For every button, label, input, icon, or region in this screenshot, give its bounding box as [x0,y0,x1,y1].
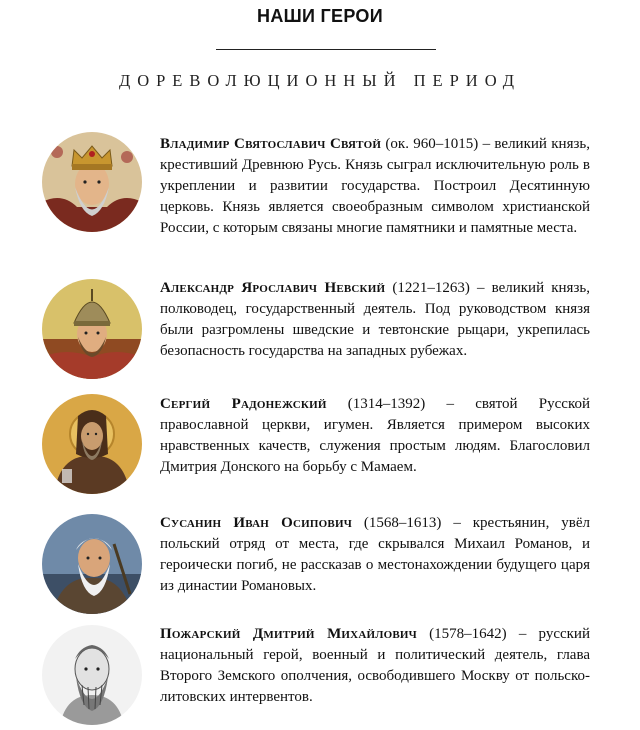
portrait-susanin [42,514,142,614]
bio-nevsky [160,278,590,362]
hero-dates: (1568–1613) – [352,515,473,531]
hero-description: великий князь, полководец, государственный деятель. Под руководством князя были разгромлены шведские и тевтонские рыцари, укрепилась безопасность государства на западных рубежах. [160,280,590,359]
hero-description: русский национальный герой, военный и политический деятель, глава Второго Земского ополчения, освободившего Москву от польско-литовских интервентов. [160,626,590,705]
page-title: НАШИ ГЕРОИ [257,6,383,26]
alexander-nevsky-portrait-icon [42,279,142,379]
bio-vladimir [160,134,590,239]
hero-name: Сергий Радонежский [160,396,327,412]
hero-name: Владимир Святославич Святой [160,136,382,152]
hero-dates: (1578–1642) – [416,626,539,642]
bio-pozharsky [160,624,590,708]
portrait-vladimir [42,132,142,232]
hero-name: Пожарский Дмитрий Михайлович [160,626,417,642]
hero-description: крестьянин, увёл польский отряд от места, где скрывался Михаил Романов, и героически погиб, не рассказав о местонахождении будущего царя из династии Романовых. [160,515,590,594]
pozharsky-engraving-portrait-icon [42,625,142,725]
sergius-radonezh-icon-portrait-icon [42,394,142,494]
ivan-susanin-portrait-icon [42,514,142,614]
title-underline [216,49,436,50]
section-subtitle: ДОРЕВОЛЮЦИОННЫЙ ПЕРИОД [118,71,522,90]
prince-vladimir-portrait-icon [42,132,142,232]
bio-susanin [160,513,590,597]
hero-name: Сусанин Иван Осипович [160,515,352,531]
portrait-sergius [42,394,142,494]
portrait-nevsky [42,279,142,379]
hero-dates: (ок. 960–1015) – [381,136,495,152]
hero-description: святой Русской православной церкви, игумен. Является примером высоких нравственных качеств, служения простым людям. Благословил Дмитрия Донского на борьбу с Мамаем. [160,396,590,475]
bio-sergius [160,394,590,478]
hero-dates: (1314–1392) – [326,396,476,412]
hero-description: великий князь, крестивший Древнюю Русь. Князь сыграл исключительную роль в укреплении и развитии государства. Построил Десятинную церковь. Князь является своеобразным символом христианской России, с которым связаны многие памятники и памятные места. [160,136,590,236]
portrait-pozharsky [42,625,142,725]
hero-name: Александр Ярославич Невский [160,280,386,296]
hero-dates: (1221–1263) – [385,280,492,296]
